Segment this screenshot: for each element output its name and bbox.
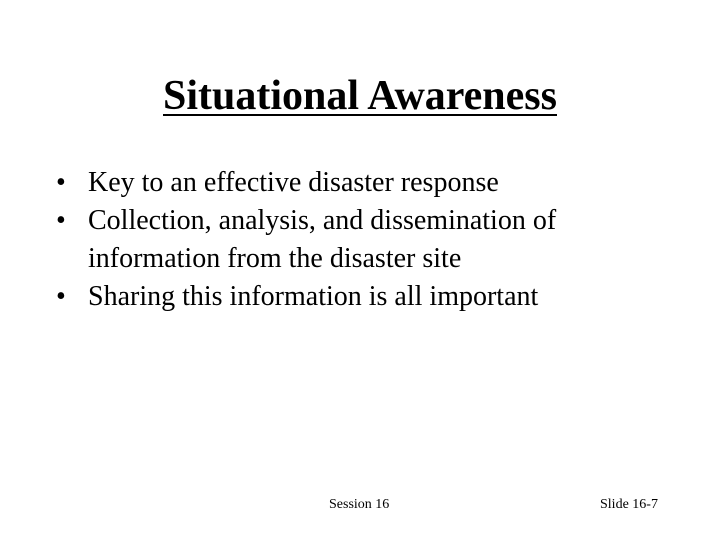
bullet-item xyxy=(56,202,676,278)
slide-title-text: Situational Awareness xyxy=(163,73,557,119)
bullet-list xyxy=(56,164,676,316)
bullet-text: Key to an effective disaster response xyxy=(88,167,499,198)
slide-title xyxy=(0,70,720,122)
bullet-dot-icon: • xyxy=(56,205,66,236)
footer-slide-number: Slide 16-7 xyxy=(600,497,658,512)
bullet-item xyxy=(56,278,676,316)
bullet-dot-icon: • xyxy=(56,281,66,312)
footer-session-label: Session 16 xyxy=(329,497,390,512)
bullet-dot-icon: • xyxy=(56,167,66,198)
bullet-text: Collection, analysis, and dissemination of information from the disaster site xyxy=(88,205,557,274)
bullet-item xyxy=(56,164,676,202)
bullet-text: Sharing this information is all important xyxy=(88,281,539,312)
